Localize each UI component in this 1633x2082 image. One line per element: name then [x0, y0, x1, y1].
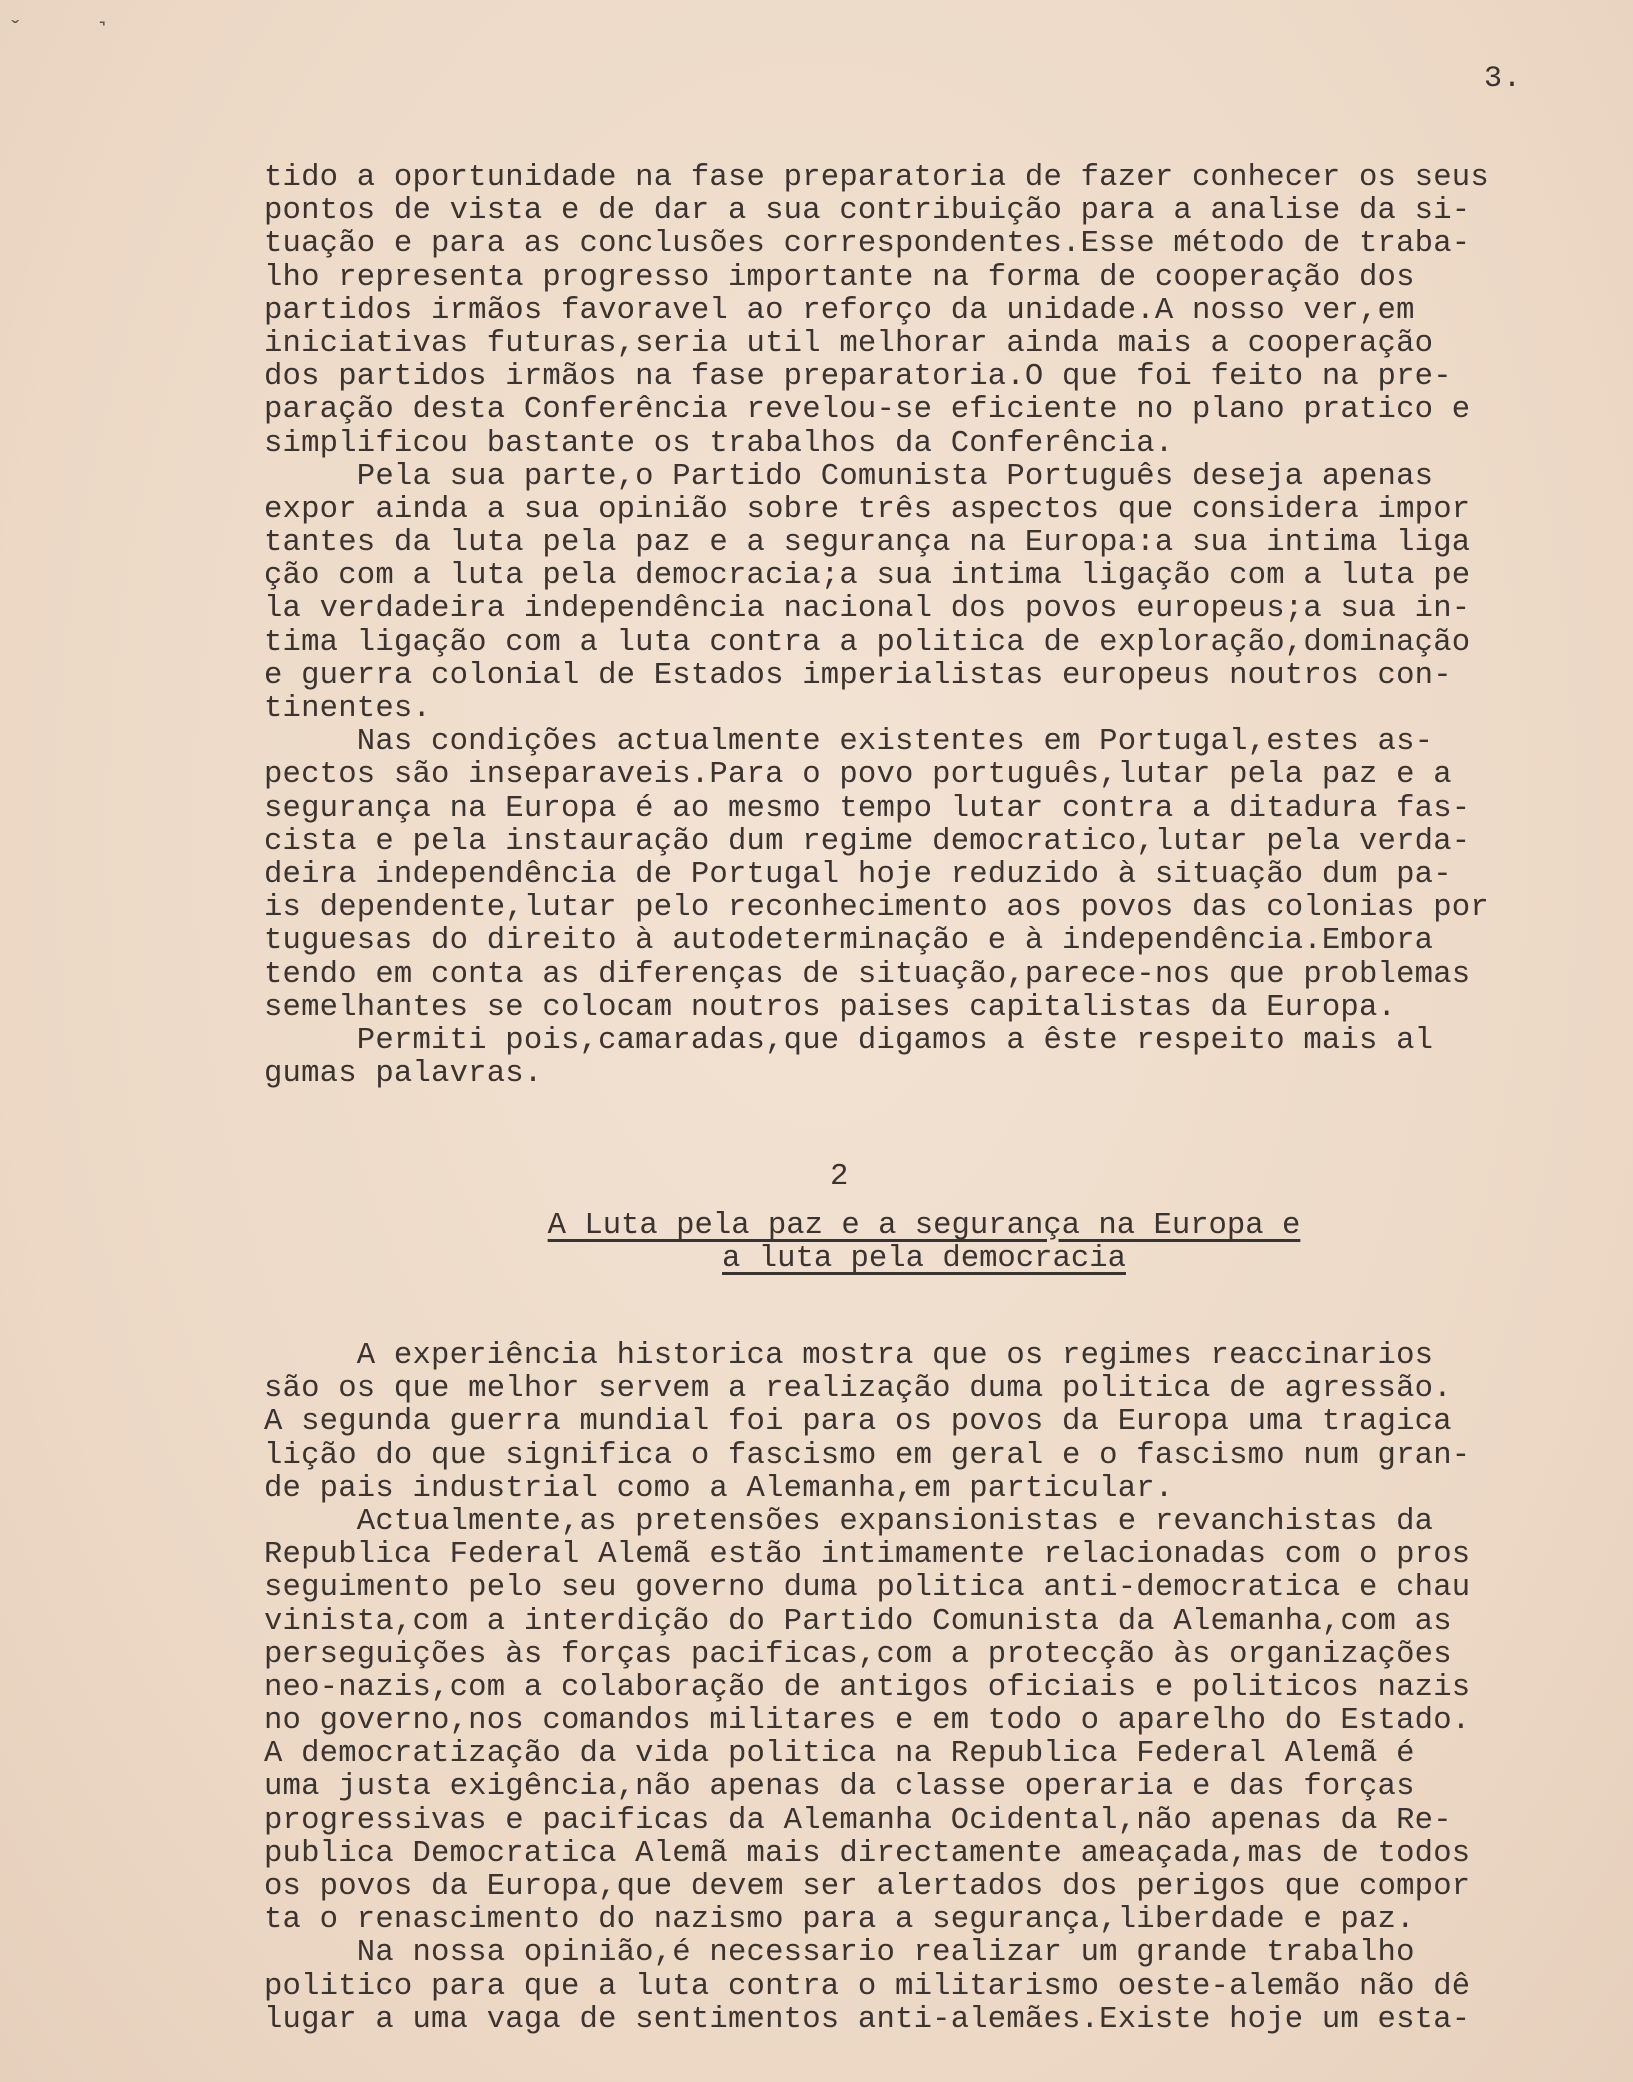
text-line: expor ainda a sua opinião sobre três aspectos que considera impor [264, 492, 1471, 527]
text-line: progressivas e pacificas da Alemanha Ocidental,não apenas da Re- [264, 1803, 1452, 1838]
text-line: dos partidos irmãos na fase preparatoria.O que foi feito na pre- [264, 360, 1452, 395]
text-line: lição do que significa o fascismo em geral e o fascismo num gran- [264, 1438, 1471, 1473]
text-line: os povos da Europa,que devem ser alertados dos perigos que compor [264, 1870, 1471, 1904]
text-line: Na nossa opinião,é necessario realizar um grande trabalho [264, 1936, 1415, 1971]
text-line: politico para que a luta contra o militarismo oeste-alemão não dê [264, 1969, 1471, 2004]
text-line: Republica Federal Alemã estão intimamente relacionadas com o pros [264, 1538, 1471, 1573]
section-title-line-2 [264, 1243, 1584, 1276]
text-line: pectos são inseparaveis.Para o povo português,lutar pela paz e a [264, 758, 1452, 793]
text-line: tinentes. [264, 692, 432, 726]
section-title-text-1: A Luta pela paz e a segurança na Europa e [547, 1209, 1301, 1243]
text-line: perseguições às forças pacificas,com a protecção às organizações [264, 1637, 1452, 1672]
text-line: ta o renascimento do nazismo para a segurança,liberdade e paz. [264, 1903, 1415, 1938]
text-line: seguimento pelo seu governo duma politica anti-democratica e chau [264, 1571, 1471, 1606]
text-line: tuação e para as conclusões correspondentes.Esse método de traba- [264, 227, 1471, 262]
text-line: de pais industrial como a Alemanha,em particular. [264, 1471, 1174, 1506]
page-number: 3. [1484, 62, 1523, 96]
text-line: Actualmente,as pretensões expansionistas e revanchistas da [264, 1504, 1434, 1539]
text-line: tantes da luta pela paz e a segurança na Europa:a sua intima liga [264, 526, 1471, 561]
text-line: ção com a luta pela democracia;a sua intima ligação com a luta pe [264, 559, 1471, 594]
text-line: tuguesas do direito à autodeterminação e à independência.Embora [264, 924, 1434, 959]
text-line: A experiência historica mostra que os regimes reaccinarios [264, 1339, 1434, 1373]
section-1-text [264, 162, 1584, 1091]
text-line: Pela sua parte,o Partido Comunista Português deseja apenas [264, 459, 1434, 494]
text-line: e guerra colonial de Estados imperialistas europeus noutros con- [264, 658, 1452, 693]
text-line: vinista,com a interdição do Partido Comunista da Alemanha,com as [264, 1604, 1452, 1639]
text-line: paração desta Conferência revelou-se eficiente no plano pratico e [264, 393, 1471, 428]
text-line: iniciativas futuras,seria util melhorar ainda mais a cooperação [264, 326, 1434, 361]
text-line: tido a oportunidade na fase preparatoria de fazer conhecer os seus [264, 161, 1489, 195]
corner-mark: ˺ [95, 20, 110, 47]
text-line: gumas palavras. [264, 1057, 543, 1092]
section-2-text [264, 1340, 1584, 2037]
corner-mark: ˇ [8, 18, 23, 45]
text-line: is dependente,lutar pelo reconhecimento aos povos das colonias por [264, 891, 1489, 926]
text-line: cista e pela instauração dum regime democratico,lutar pela verda- [264, 824, 1471, 859]
text-line: pontos de vista e de dar a sua contribuição para a analise da si- [264, 194, 1471, 229]
text-line: A democratização da vida politica na Republica Federal Alemã é [264, 1737, 1415, 1772]
text-line: semelhantes se colocam noutros paises capitalistas da Europa. [264, 990, 1397, 1025]
text-line: partidos irmãos favoravel ao reforço da unidade.A nosso ver,em [264, 293, 1415, 328]
text-line: publica Democratica Alemã mais directamente ameaçada,mas de todos [264, 1836, 1471, 1871]
section-title-text-2: a luta pela democracia [722, 1242, 1126, 1276]
text-line: são os que melhor servem a realização duma politica de agressão. [264, 1372, 1452, 1407]
text-line: lho representa progresso importante na forma de cooperação dos [264, 260, 1415, 295]
text-line: no governo,nos comandos militares e em todo o aparelho do Estado. [264, 1704, 1471, 1739]
section-title-line-1 [264, 1210, 1584, 1243]
text-line: segurança na Europa é ao mesmo tempo lutar contra a ditadura fas- [264, 791, 1471, 826]
text-line: Nas condições actualmente existentes em Portugal,estes as- [264, 725, 1434, 760]
text-line: Permiti pois,camaradas,que digamos a êste respeito mais al [264, 1023, 1434, 1058]
text-line: la verdadeira independência nacional dos povos europeus;a sua in- [264, 592, 1471, 627]
text-line: deira independência de Portugal hoje reduzido à situação dum pa- [264, 857, 1452, 892]
text-line: A segunda guerra mundial foi para os povos da Europa uma tragica [264, 1405, 1452, 1440]
text-line: neo-nazis,com a colaboração de antigos oficiais e politicos nazis [264, 1670, 1471, 1705]
text-line: tima ligação com a luta contra a politica de exploração,dominação [264, 625, 1471, 660]
text-line: tendo em conta as diferenças de situação,parece-nos que problemas [264, 957, 1471, 992]
text-line: lugar a uma vaga de sentimentos anti-alemães.Existe hoje um esta- [264, 2002, 1471, 2037]
text-line: simplificou bastante os trabalhos da Conferência. [264, 426, 1174, 461]
section-number: 2 [830, 1160, 849, 1194]
text-line: uma justa exigência,não apenas da classe operaria e das forças [264, 1770, 1415, 1805]
